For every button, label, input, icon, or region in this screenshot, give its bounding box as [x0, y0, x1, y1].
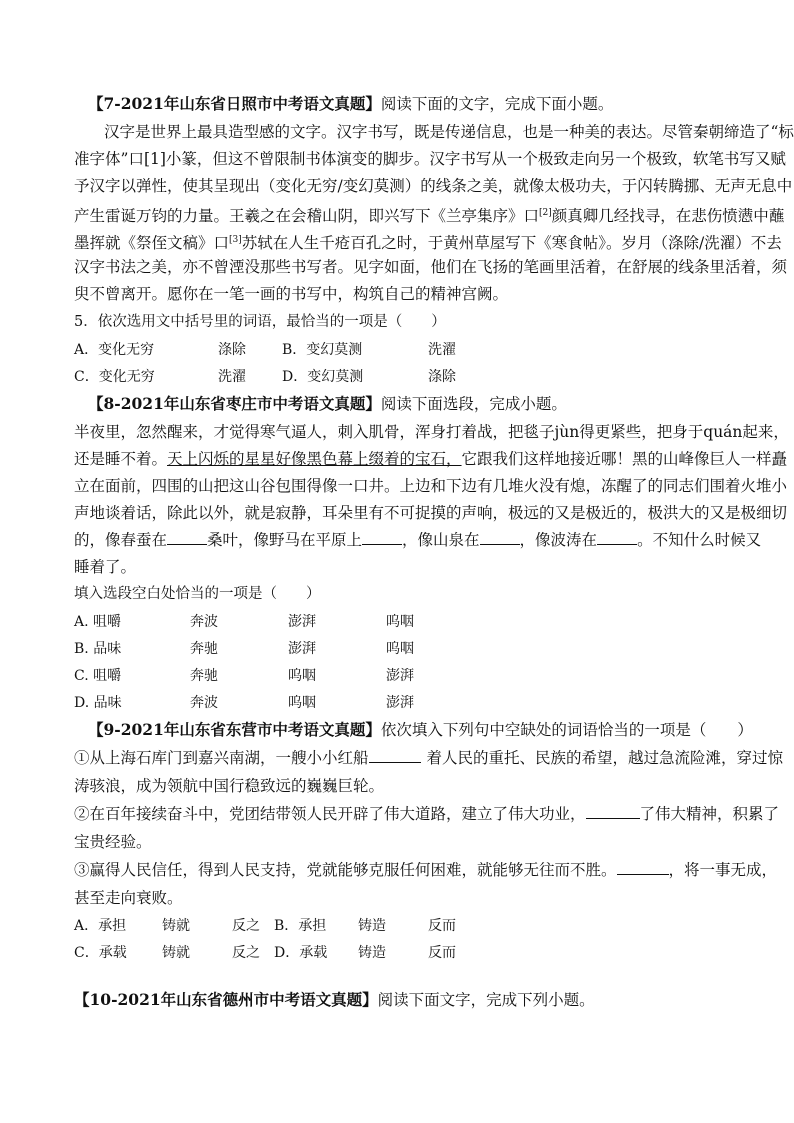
- q8-underlined-sentence: 天上闪烁的星星好像黑色幕上缀着的宝石，: [167, 450, 462, 468]
- q9-sentence-1: [74, 748, 783, 768]
- q9-option-a-w3: 反之: [232, 918, 260, 934]
- q9-sentence-3: [74, 860, 777, 880]
- q7-header: [88, 94, 613, 114]
- q9-text: ③赢得人民信任，得到人民支持，党就能够克服任何困难，就能够无往而不胜。: [74, 861, 617, 879]
- q9-sentence-2-cont: 宝贵经验。: [74, 833, 152, 851]
- q8-text: 的，像春蚕在: [74, 531, 168, 549]
- q7-option-d-word2: 涤除: [428, 369, 456, 385]
- q8-text: ，像波涛在: [519, 531, 598, 549]
- q8-line-2-pre: 还是睡不着。: [74, 450, 168, 468]
- q7-option-b-word2: 洗濯: [428, 342, 456, 358]
- q9-option-d-w2: 铸造: [358, 945, 386, 961]
- q7-option-b[interactable]: B．变幻莫测: [282, 342, 363, 358]
- q7-passage-line-1: 汉字是世界上最具造型感的文字。汉字书写，既是传递信息，也是一种美的表达。尽管秦朝缔造了“标: [104, 123, 794, 141]
- q9-option-b-w2: 铸造: [358, 918, 386, 934]
- blank-4[interactable]: [597, 530, 637, 545]
- blank-3[interactable]: [480, 530, 520, 545]
- q8-text: 。不知什么时候又: [637, 531, 762, 549]
- q8-source: 【8-2021年山东省枣庄市中考语文真题】: [88, 394, 381, 413]
- q8-option-b[interactable]: B. 品味: [74, 641, 122, 657]
- q8-line-5: [74, 530, 761, 550]
- passage-text: 苏轼在人生千疮百孔之时，于黄州草屋写下《寒食帖》。岁月（涤除/洗濯）不去: [241, 234, 782, 253]
- q8-line-2: [74, 449, 787, 469]
- q8-option-d[interactable]: D. 品味: [74, 695, 122, 711]
- q9-sentence-3-cont: 甚至走向衰败。: [74, 889, 183, 907]
- q8-option-d-w2: 奔波: [190, 695, 218, 711]
- q8-option-c[interactable]: C. 咀嚼: [74, 668, 122, 684]
- q7-instruction: 阅读下面的文字，完成下面小题。: [380, 95, 614, 113]
- footnote-mark: [2]: [539, 208, 552, 218]
- q9-text: ①从上海石库门到嘉兴南湖，一艘小小红船: [74, 749, 369, 767]
- q7-passage-line-4b: [74, 203, 784, 226]
- q8-option-c-w4: 澎湃: [386, 668, 414, 684]
- q8-header: [88, 394, 567, 414]
- q9-option-c[interactable]: C．承载: [74, 945, 127, 961]
- placeholder-box: 口: [523, 207, 540, 226]
- q9-option-d[interactable]: D．承载: [274, 945, 328, 961]
- q8-option-a-w2: 奔波: [190, 614, 218, 630]
- q8-line-1: 半夜里，忽然醒来，才觉得寒气逼人，刺入肌骨，浑身打着战，把毯子jùn得更紧些，把身于quán起来，: [74, 423, 789, 441]
- q8-option-b-w3: 澎湃: [288, 641, 316, 657]
- blank-1[interactable]: [167, 530, 207, 545]
- q7-option-a-word2: 涤除: [218, 342, 246, 358]
- q10-source: 【10-2021年山东省德州市中考语文真题】: [74, 990, 378, 1009]
- q9-option-a-w2: 铸就: [162, 918, 190, 934]
- q8-text: ，像山泉在: [402, 531, 480, 549]
- q9-option-a[interactable]: A．承担: [74, 918, 127, 934]
- q8-line-2-post: 它跟我们这样地接近哪！黑的山峰像巨人一样矗: [461, 450, 788, 468]
- q9-source: 【9-2021年山东省东营市中考语文真题】: [88, 720, 381, 739]
- q7-passage-line-5b: [74, 230, 782, 253]
- q8-option-c-w3: 呜咽: [288, 668, 316, 684]
- q8-option-c-w2: 奔驰: [190, 668, 218, 684]
- q8-question: 填入选段空白处恰当的一项是（ ）: [74, 586, 321, 602]
- q8-option-a-w4: 呜咽: [386, 614, 414, 630]
- q7-passage-line-7: 臾不曾离开。愿你在一笔一画的书写中，构筑自己的精神宫阙。: [74, 285, 509, 303]
- q8-option-d-w4: 澎湃: [386, 695, 414, 711]
- footnote-mark: [3]: [229, 235, 242, 245]
- q10-header: [74, 990, 595, 1010]
- q8-instruction: 阅读下面选段，完成小题。: [380, 395, 567, 413]
- q9-option-b[interactable]: B．承担: [274, 918, 327, 934]
- passage-text: 产生雷诞万钧的力量。王羲之在会稽山阴，即兴写下《兰亭集序》: [74, 207, 524, 226]
- q7-passage-line-6: 汉字书法之美，亦不曾湮没那些书写者。见字如面，他们在飞扬的笔画里活着，在舒展的线条里活着，须: [74, 258, 788, 276]
- q8-option-a-w3: 澎湃: [288, 614, 316, 630]
- q7-option-a[interactable]: A．变化无穷: [74, 342, 155, 358]
- q9-instruction: 依次填入下列句中空缺处的词语恰当的一项是（ ）: [380, 721, 753, 739]
- q9-text: ②在百年接续奋斗中，党团结带领人民开辟了伟大道路，建立了伟大功业，: [74, 805, 586, 823]
- q7-source: 【7-2021年山东省日照市中考语文真题】: [88, 94, 381, 113]
- passage-text: 墨挥就《祭侄文稿》: [74, 234, 214, 253]
- q10-instruction: 阅读下面文字，完成下列小题。: [377, 991, 595, 1009]
- q9-header: [88, 720, 753, 740]
- quote-text: 准字体”: [74, 150, 129, 168]
- q8-text: 桑叶，像野马在平原上: [207, 531, 363, 549]
- q7-option-d[interactable]: D．变幻莫测: [282, 369, 364, 385]
- q8-line-3: 立在面前，四围的山把这山谷包围得像一口井。上边和下边有几堆火没有熄，冻醒了的同志们围着火堆小: [74, 477, 788, 495]
- passage-text: 颜真卿几经找寻，在悲伤愤懑中蘸: [551, 207, 785, 226]
- q9-text: ，将一事无成，: [668, 861, 778, 879]
- q7-option-c[interactable]: C．变化无穷: [74, 369, 155, 385]
- q7-question: 5．依次选用文中括号里的词语，最恰当的一项是（ ）: [74, 314, 446, 330]
- q8-option-b-w4: 呜咽: [386, 641, 414, 657]
- blank-1[interactable]: [369, 748, 421, 763]
- q9-option-c-w2: 铸就: [162, 945, 190, 961]
- q8-option-a[interactable]: A. 咀嚼: [74, 614, 122, 630]
- q9-option-d-w3: 反而: [428, 945, 456, 961]
- placeholder-box: 口: [128, 150, 144, 168]
- blank-2[interactable]: [362, 530, 402, 545]
- passage-text: [1]小篆，但这不曾限制书体演变的脚步。汉字书写从一个极致走向另一个极致，软笔书写又赋: [143, 150, 786, 168]
- q9-sentence-1-cont: 涛骇浪，成为领航中国行稳致远的巍巍巨轮。: [74, 777, 385, 795]
- q9-text: 着人民的重托、民族的希望，越过急流险滩，穿过惊: [426, 749, 784, 767]
- q9-text: 了伟大精神，积累了: [639, 805, 780, 823]
- q7-option-c-word2: 洗濯: [218, 369, 246, 385]
- q9-option-b-w3: 反而: [428, 918, 456, 934]
- q8-option-b-w2: 奔驰: [190, 641, 218, 657]
- blank-2[interactable]: [586, 804, 640, 819]
- q9-sentence-2: [74, 804, 779, 824]
- q8-line-4: 声地谈着话，除此以外，就是寂静，耳朵里有不可捉摸的声响，极远的又是极近的，极洪大的又是极细切: [74, 504, 788, 522]
- placeholder-box: 口: [213, 234, 230, 253]
- q7-passage-line-2: [74, 149, 786, 169]
- q7-passage-line-3: 予汉字以弹性，使其呈现出（变化无穷/变幻莫测）的线条之美，就像太极功夫，于闪转腾挪、无声无息中: [74, 177, 793, 195]
- q8-option-d-w3: 呜咽: [288, 695, 316, 711]
- q9-option-c-w3: 反之: [232, 945, 260, 961]
- blank-3[interactable]: [617, 860, 669, 875]
- q8-line-6: 睡着了。: [74, 558, 137, 576]
